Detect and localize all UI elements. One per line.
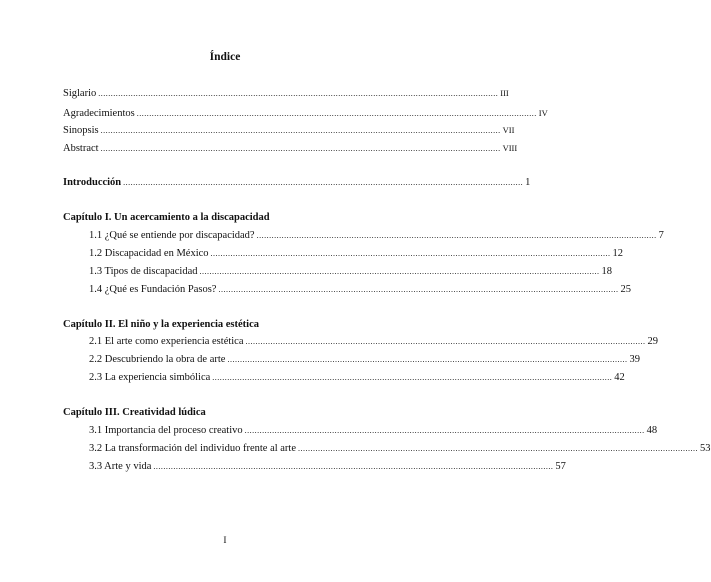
chapter-heading[interactable]: Capítulo I. Un acercamiento a la discapacidad [63,212,270,223]
toc-entry-page: IV [538,108,548,118]
toc-entry-label: Agradecimientos [63,108,135,119]
toc-entry-label: 1.4 ¿Qué es Fundación Pasos? [89,284,217,295]
toc-entry-page: 42 [614,372,625,383]
dot-leader: ................................................................................................................................................................ [244,426,645,435]
toc-entry-page: III [500,88,509,98]
toc-entry[interactable] [89,335,659,349]
toc-entry[interactable] [89,265,612,279]
toc-entry-label: 1.2 Discapacidad en México [89,248,209,259]
toc-entry-page: 53 [700,443,711,454]
dot-leader: ................................................................................................................................................................ [98,89,499,98]
page-number: I [223,536,227,546]
toc-entry[interactable] [89,283,631,297]
toc-entry-label: 2.1 El arte como experiencia estética [89,336,244,347]
dot-leader: ................................................................................................................................................................ [136,109,537,118]
toc-entry-page: VIII [502,143,518,153]
toc-entry-page: 39 [629,354,640,365]
dot-leader: ................................................................................................................................................................ [123,178,524,187]
toc-entry-page: 12 [612,248,624,259]
dot-leader: ................................................................................................................................................................ [256,231,657,240]
chapter-heading[interactable]: Capítulo II. El niño y la experiencia estética [63,319,259,330]
toc-entry-page: 25 [620,284,631,295]
toc-entry-page: VII [502,125,515,135]
toc-entry[interactable] [89,460,566,474]
toc-entry-page: 57 [555,461,566,472]
dot-leader: ................................................................................................................................................................ [199,267,600,276]
page-title: Índice [209,51,241,63]
toc-entry[interactable] [89,371,625,385]
toc-entry-page: 18 [601,266,612,277]
toc-entry[interactable] [89,442,711,456]
toc-entry-label: Abstract [63,143,99,154]
toc-entry-label: 2.3 La experiencia simbólica [89,372,211,383]
chapter-heading[interactable]: Capítulo III. Creatividad lúdica [63,407,206,418]
dot-leader: ................................................................................................................................................................ [245,337,646,346]
dot-leader: ................................................................................................................................................................ [298,444,699,453]
toc-entry-introduction[interactable] [63,176,531,190]
dot-leader: ................................................................................................................................................................ [100,144,501,153]
toc-entry-label: 1.3 Tipos de discapacidad [89,266,198,277]
toc-entry-label: 3.2 La transformación del individuo frente al arte [89,443,297,454]
toc-entry[interactable] [63,141,518,156]
dot-leader: ................................................................................................................................................................ [218,285,619,294]
toc-entry-label: Sinopsis [63,125,99,136]
toc-entry-label: Siglario [63,88,97,99]
toc-entry-page: 1 [525,177,531,188]
dot-leader: ................................................................................................................................................................ [100,126,501,135]
toc-entry-label: 3.1 Importancia del proceso creativo [89,425,243,436]
toc-entry[interactable] [89,353,640,367]
dot-leader: ................................................................................................................................................................ [210,249,611,258]
toc-entry[interactable] [63,86,509,101]
dot-leader: ................................................................................................................................................................ [212,373,613,382]
toc-entry[interactable] [89,247,624,261]
toc-entry[interactable] [89,229,664,243]
toc-entry-label: Introducción [63,177,122,188]
toc-entry-label: 3.3 Arte y vida [89,461,152,472]
toc-entry[interactable] [63,123,515,138]
toc-entry[interactable] [63,106,548,121]
dot-leader: ................................................................................................................................................................ [153,462,554,471]
toc-entry-label: 2.2 Descubriendo la obra de arte [89,354,226,365]
toc-entry-page: 29 [647,336,659,347]
toc-entry-page: 7 [658,230,664,241]
toc-entry-page: 48 [646,425,658,436]
toc-entry[interactable] [89,424,658,438]
toc-entry-label: 1.1 ¿Qué se entiende por discapacidad? [89,230,255,241]
dot-leader: ................................................................................................................................................................ [227,355,628,364]
